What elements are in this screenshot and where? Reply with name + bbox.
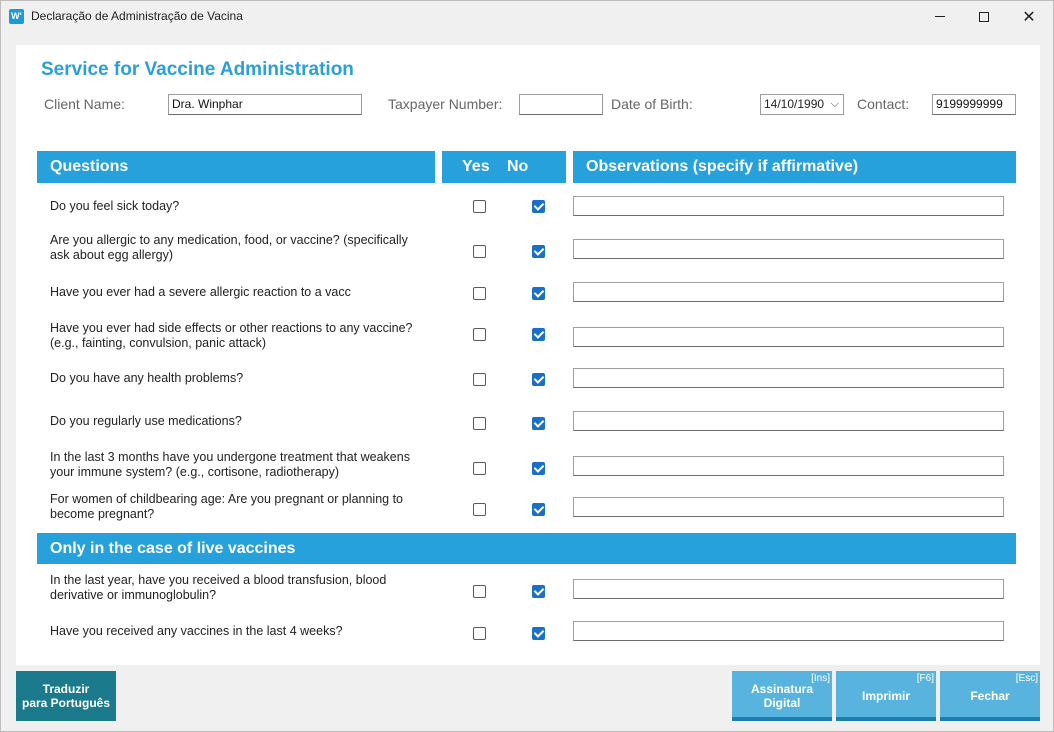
- print-button[interactable]: [836, 671, 936, 721]
- contact-field[interactable]: 9199999999: [932, 94, 1016, 115]
- no-checkbox[interactable]: [532, 627, 545, 640]
- client-name-field[interactable]: Dra. Winphar: [168, 94, 362, 115]
- date-of-birth-picker[interactable]: [760, 94, 844, 115]
- observation-input[interactable]: [573, 239, 1004, 259]
- signature-label-line2: Digital: [763, 696, 801, 710]
- question-text: Do you have any health problems?: [50, 371, 244, 385]
- question-text: Have you ever had side effects or other reactions to any vaccine? (e.g., fainting, convulsion, panic attack): [50, 321, 413, 350]
- yes-no-header: [442, 151, 566, 183]
- close-icon: ✕: [1022, 8, 1036, 26]
- observation-input[interactable]: [573, 456, 1004, 476]
- observation-input[interactable]: [573, 196, 1004, 216]
- form-panel: [16, 45, 1040, 665]
- title-bar: [1, 1, 1053, 32]
- close-window-button[interactable]: [1006, 1, 1052, 32]
- no-checkbox[interactable]: [532, 585, 545, 598]
- yes-checkbox[interactable]: [473, 585, 486, 598]
- shortcut-hint: [Esc]: [1015, 673, 1038, 684]
- question-text: Do you regularly use medications?: [50, 414, 242, 428]
- yes-checkbox[interactable]: [473, 245, 486, 258]
- observation-input[interactable]: [573, 282, 1004, 302]
- questions-header: Questions: [37, 151, 435, 183]
- yes-checkbox[interactable]: [473, 627, 486, 640]
- shortcut-hint: [F6]: [916, 673, 934, 684]
- yes-checkbox[interactable]: [473, 373, 486, 386]
- observation-input[interactable]: [573, 368, 1004, 388]
- contact-label: Contact:: [857, 96, 910, 112]
- date-of-birth-value: 14/10/1990: [764, 97, 825, 111]
- yes-checkbox[interactable]: [473, 417, 486, 430]
- observation-input[interactable]: [573, 411, 1004, 431]
- observation-input[interactable]: [573, 579, 1004, 599]
- no-checkbox[interactable]: [532, 328, 545, 341]
- question-text: Are you allergic to any medication, food, or vaccine? (specifically ask about egg allergy): [50, 233, 408, 262]
- page-title: Service for Vaccine Administration: [41, 59, 354, 80]
- translate-button[interactable]: [16, 671, 116, 721]
- no-checkbox[interactable]: [532, 245, 545, 258]
- observation-input[interactable]: [573, 621, 1004, 641]
- window-title: Declaração de Administração de Vacina: [31, 9, 243, 23]
- question-text: Do you feel sick today?: [50, 199, 180, 213]
- no-checkbox[interactable]: [532, 200, 545, 213]
- shortcut-hint: [Ins]: [811, 673, 830, 684]
- no-checkbox[interactable]: [532, 373, 545, 386]
- close-button[interactable]: [940, 671, 1040, 721]
- no-checkbox[interactable]: [532, 462, 545, 475]
- yes-checkbox[interactable]: [473, 462, 486, 475]
- yes-checkbox[interactable]: [473, 503, 486, 516]
- chevron-down-icon[interactable]: ⌵: [830, 98, 839, 110]
- taxpayer-number-label: Taxpayer Number:: [388, 96, 503, 112]
- question-text: In the last 3 months have you undergone treatment that weakens your immune system? (e.g., cortisone, radiotherapy): [50, 450, 410, 479]
- question-text: For women of childbearing age: Are you pregnant or planning to become pregnant?: [50, 492, 404, 521]
- yes-header: Yes: [462, 158, 490, 175]
- date-of-birth-label: Date of Birth:: [611, 96, 693, 112]
- observation-input[interactable]: [573, 497, 1004, 517]
- question-text: Have you ever had a severe allergic reaction to a vacc: [50, 285, 351, 299]
- question-text: Have you received any vaccines in the last 4 weeks?: [50, 624, 343, 638]
- minimize-button[interactable]: [917, 1, 963, 32]
- no-checkbox[interactable]: [532, 417, 545, 430]
- app-logo-icon: W': [9, 9, 24, 24]
- translate-label-line1: Traduzir: [42, 682, 90, 696]
- close-label: Fechar: [970, 689, 1010, 703]
- yes-checkbox[interactable]: [473, 200, 486, 213]
- live-vaccines-section-header: Only in the case of live vaccines: [37, 533, 1016, 564]
- maximize-button[interactable]: [961, 1, 1007, 32]
- observations-header: Observations (specify if affirmative): [573, 151, 1016, 183]
- observation-input[interactable]: [573, 327, 1004, 347]
- digital-signature-button[interactable]: [732, 671, 832, 721]
- translate-label-line2: para Português: [21, 696, 111, 710]
- maximize-icon: [979, 12, 989, 22]
- print-label: Imprimir: [861, 689, 910, 703]
- client-name-label: Client Name:: [44, 96, 125, 112]
- no-checkbox[interactable]: [532, 287, 545, 300]
- no-header: No: [507, 158, 529, 175]
- signature-label-line1: Assinatura: [750, 682, 814, 696]
- yes-checkbox[interactable]: [473, 287, 486, 300]
- yes-checkbox[interactable]: [473, 328, 486, 341]
- question-text: In the last year, have you received a blood transfusion, blood derivative or immunoglobulin?: [50, 573, 387, 602]
- no-checkbox[interactable]: [532, 503, 545, 516]
- taxpayer-number-field[interactable]: [519, 94, 603, 115]
- minimize-icon: [935, 16, 945, 17]
